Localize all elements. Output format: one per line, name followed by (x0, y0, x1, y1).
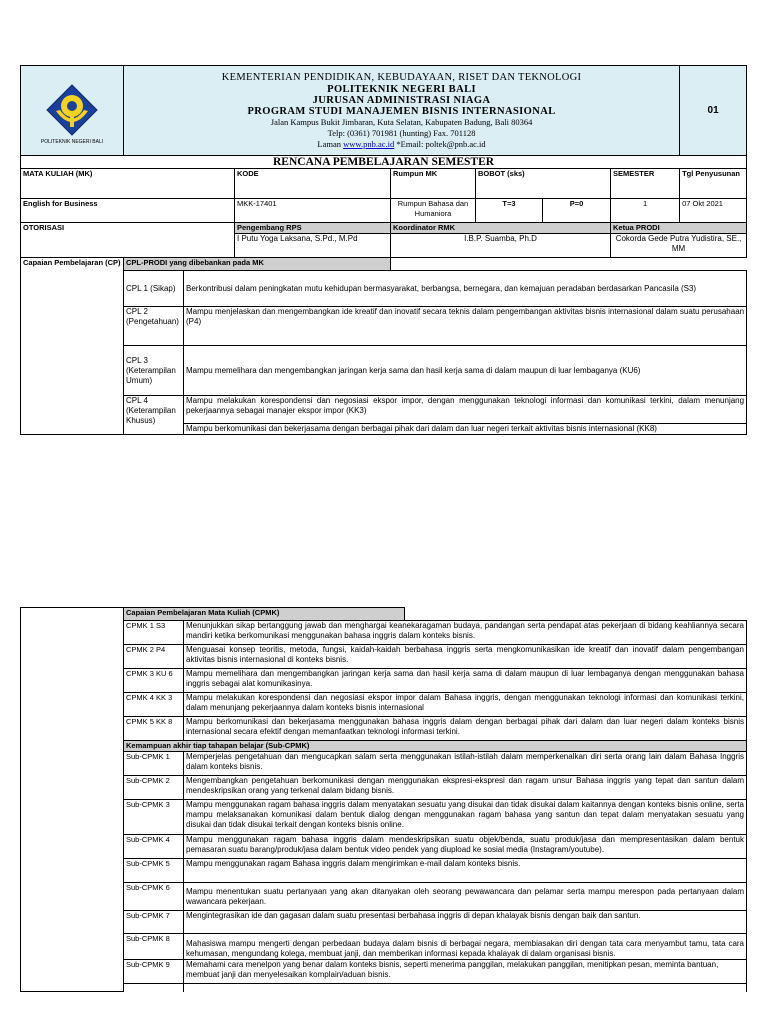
website-link[interactable]: www.pnb.ac.id (343, 138, 395, 149)
sub-cpmk-text: Mengintegrasikan ide dan gagasan dalam suatu presentasi berbahasa inggris di depan khalayak bisnis dengan baik dan santun. (184, 911, 747, 934)
course-t: T=3 (476, 199, 543, 223)
sub-cpmk-text: Mampu menggunakan ragam Bahasa inggris dalam mengirimkan e-mail dalam konteks bisnis. (184, 859, 747, 883)
sub-cpmk-text: Memperjelas pengetahuan dan mengucapkan salam serta menggunakan istilah-istilah dalam memperkenalkan diri serta orang lain dalam Bahasa Inggris dalam konteks bisnis. (184, 752, 747, 776)
col-bobot-header: BOBOT (sks) (476, 169, 611, 199)
cpmk-text: Mampu berkomunikasi dan bekerjasama menggunakan bahasa inggris dalam dengan berbagai pihak dari dalam dan luar negeri dalam konteks bisnis internasional secara efektif dengan memanfaatkan teknologi informasi terkini. (184, 717, 747, 741)
logo-cell (21, 66, 124, 156)
sub-cpmk-text: Mahasiswa mampu mengerti dengan perbedaan budaya dalam bisnis di berbagai negara, membiasakan diri dengan tata cara menyambut tamu, tata cara kehumasan, mengundang kolega, membuat janji, dan memberikan informasi kepada khalayak di dalam organisasi bisnis. (184, 934, 747, 960)
cpmk-code: CPMK 5 KK 8 (124, 717, 184, 741)
program-name: PROGRAM STUDI MANAJEMEN BISNIS INTERNASIONAL (247, 105, 556, 117)
cpl-code: CPL 1 (Sikap) (124, 271, 184, 307)
sub-cpmk-text: Mengembangkan pengetahuan berkomunikasi dengan menggunakan ekspresi-ekspresi dan ragam unsur Bahasa inggris yang tepat dan santun dalam mendeskripsikan orang yang terkenal dalam bidang bisnis. (184, 776, 747, 800)
sub-cpmk-code: Sub-CPMK 7 (124, 911, 184, 934)
cpl-code: CPL 4 (Keterampilan Khusus) (124, 396, 184, 435)
col-semester-header: SEMESTER (611, 169, 680, 199)
col-kode-header: KODE (235, 169, 391, 199)
pengembang-label: Pengembang RPS (235, 223, 391, 234)
cpl-text: Mampu memelihara dan mengembangkan jaringan kerja sama dan hasil kerja sama di dalam maupun di luar lembaganya (KU6) (184, 346, 747, 396)
sub-cpmk-code: Sub-CPMK 4 (124, 835, 184, 859)
sub-cpmk-code: Sub-CPMK 8 (124, 934, 184, 960)
sub-cpmk-header: Kemampuan akhir tiap tahapan belajar (Sub-CPMK) (124, 741, 747, 752)
sub-cpmk-code: Sub-CPMK 3 (124, 800, 184, 835)
institution-block (124, 66, 680, 156)
rps-header-table (20, 65, 747, 435)
doc-number: 01 (680, 66, 747, 156)
cpmk-code: CPMK 1 S3 (124, 621, 184, 645)
cpmk-text: Mampu memelihara dan mengembangkan jaringan kerja sama dan hasil kerja sama di dalam maupun di luar lembaganya dengan menggunakan bahasa inggris sebagai alat komunikasinya. (184, 669, 747, 693)
sub-cpmk-code: Sub-CPMK 9 (124, 960, 184, 984)
pengembang-name: I Putu Yoga Laksana, S.Pd., M.Pd (235, 234, 391, 258)
otorisasi-label: OTORISASI (21, 223, 235, 258)
cpl-text: Berkontribusi dalam peningkatan mutu kehidupan bermasyarakat, berbangsa, bernegara, dan kemajuan peradaban berdasarkan Pancasila (S3) (184, 271, 747, 307)
course-date: 07 Okt 2021 (680, 199, 747, 223)
institution-name: POLITEKNIK NEGERI BALI (327, 83, 476, 95)
institution-web: Laman www.pnb.ac.id *Email: poltek@pnb.ac.id (317, 138, 486, 149)
cpmk-header: Capaian Pembelajaran Mata Kuliah (CPMK) (124, 608, 405, 621)
institution-address: Jalan Kampus Bukit Jimbaran, Kuta Selatan, Kabupaten Badung, Bali 80364 (270, 116, 533, 127)
ketua-name: Cokorda Gede Putra Yudistira, SE., MM (611, 234, 747, 258)
institution-phone: Telp: (0361) 701981 (hunting) Fax. 701128 (327, 127, 476, 138)
sub-cpmk-text: Memahami cara menelpon yang benar dalam konteks bisnis, seperti menerima panggilan, melakukan panggilan, menitipkan pesan, meminta bantuan, membuat janji dan menyelesaikan komplain/aduan bisnis. (184, 960, 747, 984)
cpl-prodi-header: CPL-PRODI yang dibebankan pada MK (124, 258, 391, 271)
sub-cpmk-code: Sub-CPMK 1 (124, 752, 184, 776)
koordinator-label: Koordinator RMK (391, 223, 611, 234)
course-rumpun: Rumpun Bahasa dan Humaniora (391, 199, 476, 223)
cpl-code: CPL 3 (Keterampilan Umum) (124, 346, 184, 396)
cpl-text: Mampu menjelaskan dan mengembangkan ide kreatif dan inovatif secara teknis dalam pengembangan aktivitas bisnis internasional dalam suatu perusahaan (P4) (184, 307, 747, 346)
col-tgl-header: Tgl Penyusunan (680, 169, 747, 199)
sub-cpmk-code: Sub-CPMK 6 (124, 883, 184, 911)
cpmk-text: Menguasai konsep teoritis, metoda, fungsi, kaidah-kaidah berbahasa inggris serta mengkomunikasikan ide kreatif dan inovatif dalam pengembangan aktivitas bisnis internasional di konteks bisnis. (184, 645, 747, 669)
sub-cpmk-code: Sub-CPMK 5 (124, 859, 184, 883)
doc-title: RENCANA PEMBELAJARAN SEMESTER (21, 156, 747, 169)
cpl-code: CPL 2 (Pengetahuan) (124, 307, 184, 346)
course-semester: 1 (611, 199, 680, 223)
sub-cpmk-text: Mampu menentukan suatu pertanyaan yang akan ditanyakan oleh seorang pewawancara dan pelamar serta mampu merespon pada pertanyaan dalam wawancara pekerjaan. (184, 883, 747, 911)
sub-cpmk-code: Sub-CPMK 2 (124, 776, 184, 800)
cpmk-code: CPMK 2 P4 (124, 645, 184, 669)
ministry-name: KEMENTERIAN PENDIDIKAN, KEBUDAYAAN, RISET DAN TEKNOLOGI (221, 72, 582, 84)
course-name: English for Business (21, 199, 235, 223)
course-p: P=0 (543, 199, 611, 223)
logo-caption: POLITEKNIK NEGERI BALI (40, 138, 104, 145)
sub-cpmk-text: Mampu menggunakan ragam bahasa inggris dalam mendeskripsikan suatu objek/benda, suatu produk/jasa dan mempresentasikan dalam bentuk pemasaran suatu barang/produk/jasa dalam bentuk video pendek yang diupload ke sosial media (Instagram/youtube). (184, 835, 747, 859)
cpl-text: Mampu melakukan korespondensi dan negosiasi ekspor impor, dengan menggunakan teknologi informasi dan komunikasi terkini, dalam menunjang pekerjaannya sebagai manajer ekspor impor (KK3) (184, 396, 747, 424)
cpl-text: Mampu berkomunikasi dan bekerjasama dengan berbagai pihak dari dalam dan luar negeri terkait aktivitas bisnis internasional (KK8) (184, 424, 747, 435)
cpmk-code: CPMK 4 KK 3 (124, 693, 184, 717)
cpmk-table (20, 607, 747, 992)
ketua-label: Ketua PRODI (611, 223, 747, 234)
course-code: MKK-17401 (235, 199, 391, 223)
cpmk-code: CPMK 3 KU 6 (124, 669, 184, 693)
institution-logo-icon (44, 83, 100, 137)
cp-label: Capaian Pembelajaran (CP) (21, 258, 124, 435)
koordinator-name: I.B.P. Suamba, Ph.D (391, 234, 611, 258)
left-blank-column (21, 608, 124, 992)
cpmk-text: Menunjukkan sikap bertanggung jawab dan menghargai keanekaragaman budaya, pandangan serta pendapat atas pekerjaan di bidang keahliannya secara mandiri ketika berkomunikasi menggunakan bahasa inggris dalam konteks bisnis. (184, 621, 747, 645)
sub-cpmk-text: Mampu menggunakan ragam bahasa inggris dalam menyatakan sesuatu yang disukai dan tidak disukai dalam kaitannya dengan konteks bisnis online, serta mampu melaksanakan komunikasi dalam bentuk dialog dengan menggunakan ragam bahasa yang santun dan tepat dalam menyatakan sesuatu yang disukai dan tidak disukai terkait dengan konteks bisnis online. (184, 800, 747, 835)
col-rumpun-header: Rumpun MK (391, 169, 476, 199)
department-name: JURUSAN ADMINISTRASI NIAGA (312, 94, 491, 106)
cpmk-text: Mampu melakukan korespondensi dan negosiasi ekspor impor dalam Bahasa inggris, dengan menggunakan teknologi informasi dan komunikasi terkini, dalam menunjang pekerjaannya dalam konteks bisnis internasional (184, 693, 747, 717)
col-mk-header: MATA KULIAH (MK) (21, 169, 235, 199)
